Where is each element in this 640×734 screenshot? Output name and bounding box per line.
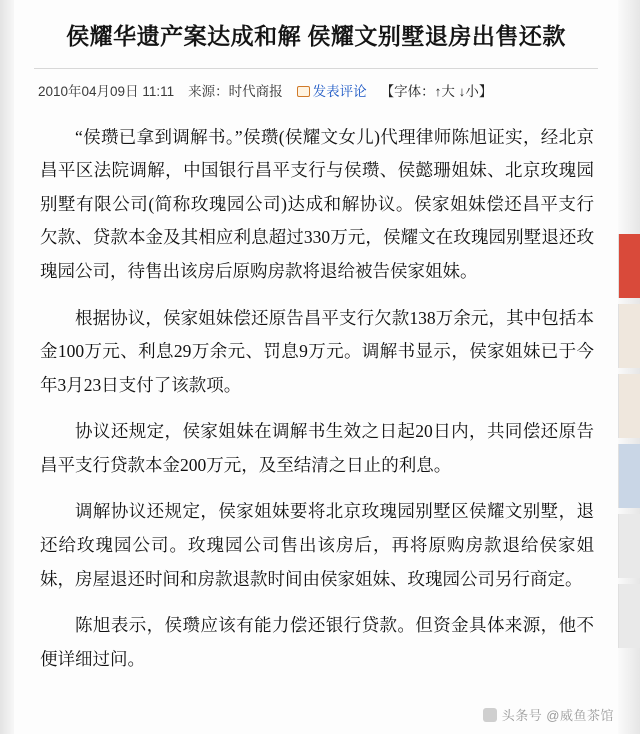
thumbnail-item xyxy=(618,514,640,578)
post-comment-link[interactable]: 发表评论 xyxy=(312,83,367,99)
thumbnail-item xyxy=(618,374,640,438)
thumbnail-item xyxy=(618,444,640,508)
article-meta xyxy=(14,69,618,105)
thumbnail-item xyxy=(618,304,640,368)
article-paragraph: “侯瓒已拿到调解书。”侯瓒(侯耀文女儿)代理律师陈旭证实，经北京昌平区法院调解，中国银行昌平支行与侯瓒、侯懿珊姐妹、北京玫瑰园别墅有限公司(简称玫瑰园公司)达成和解协议。侯家姐妹偿还昌平支行欠款、贷款本金及其相应利息超过330万元，侯耀文在玫瑰园别墅退还玫瑰园公司，待售出该房后原购房款将退给被告侯家姐妹。 xyxy=(40,126,594,281)
article-paragraph: 陈旭表示，侯瓒应该有能力偿还银行贷款。但资金具体来源，他不便详细过问。 xyxy=(40,615,594,669)
source-label: 来源： xyxy=(188,83,229,99)
side-thumbnail-strip xyxy=(618,234,640,654)
watermark xyxy=(483,705,614,724)
toutiao-logo-icon xyxy=(483,708,497,722)
article-paragraph: 根据协议，侯家姐妹偿还原告昌平支行欠款138万余元，其中包括本金100万元、利息29万余元、罚息9万元。调解书显示，侯家姐妹已于今年3月23日支付了该款项。 xyxy=(40,307,594,395)
thumbnail-item xyxy=(618,234,640,298)
article-paragraph: 协议还规定，侯家姐妹在调解书生效之日起20日内，共同偿还原告昌平支行贷款本金200万元，及至结清之日止的利息。 xyxy=(40,421,594,475)
article-content xyxy=(14,0,618,734)
thumbnail-item xyxy=(618,584,640,648)
article-body xyxy=(14,105,618,677)
watermark-text: 头条号 @威鱼茶馆 xyxy=(501,708,614,723)
publish-datetime: 2010年04月09日 11:11 xyxy=(38,83,175,99)
page-title: 侯耀华遗产案达成和解 侯耀文别墅退房出售还款 xyxy=(66,24,566,49)
source-name: 时代商报 xyxy=(228,83,283,99)
article-paragraph: 调解协议还规定，侯家姐妹要将北京玫瑰园别墅区侯耀文别墅，退还给玫瑰园公司。玫瑰园公司售出该房后，再将原购房款退给侯家姐妹，房屋退还时间和房款退款时间由侯家姐妹、玫瑰园公司另行商定。 xyxy=(40,501,594,589)
font-size-control[interactable]: 【字体：↑大 ↓小】 xyxy=(380,83,493,99)
comment-icon xyxy=(297,86,310,97)
page-left-edge xyxy=(0,0,14,734)
